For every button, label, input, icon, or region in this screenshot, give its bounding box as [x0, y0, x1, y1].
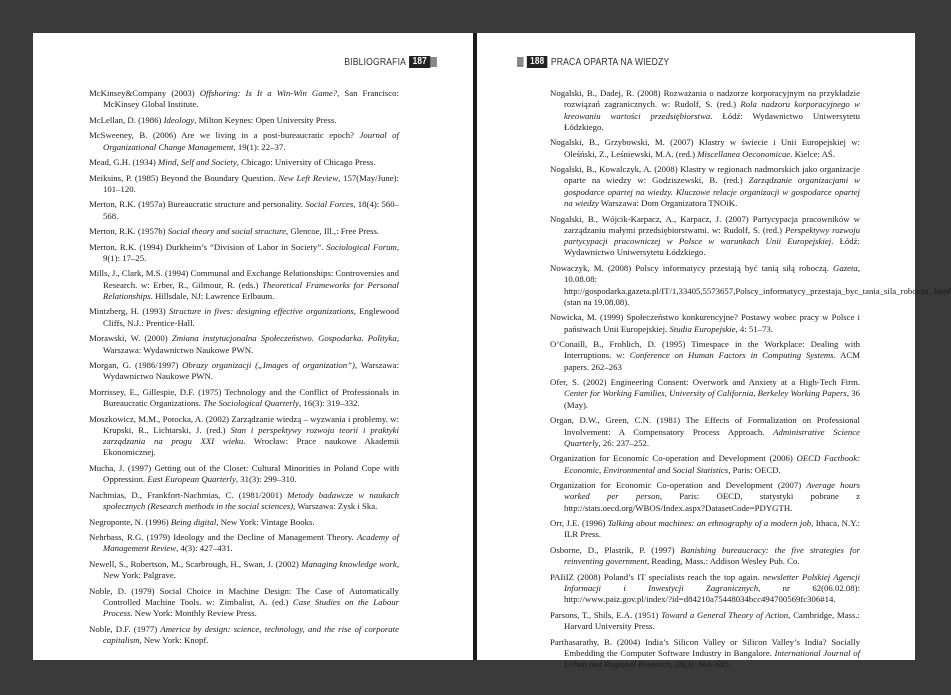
entry-text: Parsons, T., Shils, E.A. (1951) — [550, 609, 662, 620]
bibliography-entry — [89, 517, 399, 528]
entry-text: , 36 (May). — [564, 388, 861, 410]
bibliography-entry — [89, 268, 399, 302]
bibliography-entry — [89, 333, 399, 356]
entry-text: O’Conaill, B., Frohlich, D. (1995) Timespace in the Workplace: Dealing with Interruptions. w: — [550, 339, 860, 361]
entry-title-italic: Structure in fives: designing effective organizations — [168, 306, 354, 317]
entry-text: . Kielce: AŚ. — [790, 148, 835, 159]
bibliography-entry — [550, 377, 860, 411]
entry-title-italic: Being digital — [170, 516, 217, 527]
left-page — [33, 33, 473, 660]
bibliography-entry — [550, 88, 860, 133]
entry-text: Orr, J.E. (1996) — [550, 518, 608, 529]
bibliography-entry — [89, 226, 399, 237]
bibliography-entry — [89, 559, 399, 582]
entry-text: Noble, D.F. (1977) — [89, 623, 161, 634]
entry-text: Merton, R.K. (1957b) — [89, 226, 168, 237]
entry-text: , Chicago: University of Chicago Press. — [236, 157, 376, 168]
bibliography-entry — [89, 414, 399, 459]
bibliography-entry — [89, 532, 399, 555]
bibliography-entry — [89, 173, 399, 196]
entry-title-italic: Case Studies on the Labour Process — [103, 596, 399, 619]
bibliography-entry — [89, 306, 399, 329]
entry-text: Parthasarathy, B. (2004) India’s Silicon Valley or Silicon Valley’s India? Socially Embedding the Computer Software Industry in Bangalore. — [550, 636, 860, 658]
bibliography-list — [89, 88, 399, 650]
entry-title-italic: Social theory and social structure — [167, 226, 287, 237]
entry-text: McLellan, D. (1986) — [89, 114, 164, 125]
entry-text: , San Francisco: McKinsey Global Institute. — [103, 88, 399, 110]
entry-text: Mucha, J. (1997) Getting out of the Closet: Cultural Minorities in Poland Cope with Oppression. — [89, 462, 399, 485]
entry-text: . New York: Monthly Review Press. — [130, 608, 257, 619]
bibliography-entry — [550, 453, 860, 476]
entry-text: PAIiIZ (2008) Poland’s IT specialists reach the top again. — [550, 571, 763, 582]
entry-title-italic: The Sociological Quarterly — [203, 398, 299, 409]
entry-title-italic: Zarządzanie organizacjami w gospodarce opartej na wiedzy. Kluczowe relacje organizacji w gospodarce opartej na wiedzy — [564, 175, 861, 209]
entry-text: Nogalski, B., Grzybowski, M. (2007) Klastry w świecie i Unii Europejskiej w: Oleśński, Z., Leśniewski, M.A. (red.) — [550, 137, 860, 159]
entry-text: Organization for Economic Co-operation and Development (2006) — [550, 453, 797, 464]
running-header-title: BIBLIOGRAFIA — [344, 56, 407, 68]
entry-text: Osborne, D., Plastrik, P. (1997) — [550, 544, 681, 555]
bibliography-entry — [89, 624, 399, 647]
entry-title-italic: International Journal of Urban and Regional Research — [564, 647, 861, 670]
entry-text: . Wrocław: Prace naukowe Akademii Ekonomicznej. — [103, 436, 399, 458]
entry-title-italic: Metody badawcze w naukach społecznych (Research methods in the social sciences) — [103, 489, 399, 512]
bibliography-entry — [550, 637, 860, 671]
entry-text: Newell, S., Robertson, M., Scarbrough, H., Swan, J. (2002) — [89, 558, 302, 569]
bibliography-entry — [550, 610, 860, 633]
entry-title-italic: Toward a General Theory of Action — [661, 609, 789, 620]
entry-text: , Paris: OECD, statystyki pobrane z http://stats.oecd.org/WBOS/Index.aspx?DatasetCode=PDYGTH. — [564, 491, 861, 513]
entry-title-italic: Rola nadzoru korporacyjnego w kreowaniu wartości przedsiębiorstwa — [564, 99, 860, 121]
entry-text: Nogalski, B., Kowalczyk, A. (2008) Klastry w regionach nadmorskich jako organizacje oparte na wiedzy w: Godziszewski, B. (red.) — [550, 164, 860, 186]
header-bar-decoration — [517, 57, 524, 67]
entry-text: , 16(3): 319–332. — [298, 398, 360, 409]
entry-text: , Warszawa: Wydawnictwo Naukowe PWN. — [103, 360, 399, 382]
bibliography-entry — [550, 137, 860, 160]
entry-text: , 9(1): 17–25. — [103, 241, 400, 263]
entry-text: Nowaczyk, M. (2008) Polscy informatycy przestają być tanią siłą roboczą. — [550, 262, 834, 273]
entry-text: Morgan, G. (1986/1997) — [89, 360, 183, 370]
entry-text: Nogalski, B., Dadej, R. (2008) Rozważania o nadzorze korporacyjnym na przykładzie rozwiązań zagranicznych. w: Rudolf, S. (red.) — [550, 88, 860, 110]
entry-title-italic: East European Quarterly — [147, 474, 236, 485]
entry-text: . Łódź: Wydawnictwo Uniwersytetu Łódzkiego. — [564, 110, 860, 132]
bibliography-entry — [89, 360, 399, 383]
entry-text: McKinsey&Company (2003) — [89, 88, 200, 98]
entry-text: , New York: Knopf. — [139, 634, 209, 645]
entry-text: , 18(4): 560–568. — [103, 199, 399, 221]
entry-title-italic: Banishing bureaucracy: the five strategies for reinventing government — [564, 544, 860, 567]
entry-title-italic: Gazeta — [833, 262, 858, 273]
entry-text: , 26: 237–252. — [598, 437, 650, 448]
bibliography-entry — [89, 88, 399, 111]
entry-text: , nr 62(06.02.08): http://www.paiz.gov.pl/index/?id=d84210a75448034bcc494700569fc306#14. — [564, 583, 860, 605]
entry-text: Mills, J., Clark, M.S. (1994) Communal and Exchange Relationships: Controversies and Research. w: Erber, R., Gilmour, R. (eds.) — [89, 268, 399, 290]
entry-text: , 31(3): 299–310. — [235, 474, 297, 485]
entry-text: , Cambridge, Mass.: Harvard University Press. — [564, 609, 860, 632]
entry-text: , 28(3): 664–685. — [670, 659, 732, 670]
bibliography-entry — [89, 387, 399, 410]
entry-text: , New York: Vintage Books. — [216, 516, 315, 527]
entry-title-italic: Center for Working Families, University of California, Berkeley Working Papers — [564, 388, 847, 399]
bibliography-entry — [89, 157, 399, 168]
entry-text: , New York: Palgrave. — [103, 558, 400, 581]
entry-text: Nehrbass, R.G. (1979) Ideology and the Decline of Management Theory. — [89, 531, 357, 542]
bibliography-entry — [550, 572, 860, 606]
entry-title-italic: Miscellanea Oeconomicae — [697, 148, 791, 159]
bibliography-entry — [550, 312, 860, 335]
bibliography-entry — [89, 490, 399, 513]
entry-text: Morrissey, E., Gillespie, D.F. (1975) Technology and the Conflict of Professionals in Bureaucratic Organizations. — [89, 386, 399, 409]
entry-text: Negroponte, N. (1996) — [89, 516, 171, 527]
bibliography-entry — [89, 586, 399, 620]
entry-title-italic: Journal of Organizational Change Management — [103, 130, 399, 152]
entry-title-italic: Mind, Self and Society — [158, 157, 237, 168]
entry-title-italic: Conference on Human Factors in Computing Systems — [629, 350, 834, 361]
entry-text: . Hillsdale, NJ: Lawrence Erlbaum. — [150, 290, 275, 301]
entry-text: , 4: 51–73. — [735, 323, 773, 334]
entry-text: Mintzberg, H. (1993) — [89, 306, 169, 317]
entry-title-italic: Administrative Science Quarterly — [564, 426, 860, 448]
entry-text: Noble, D. (1979) Social Choice in Machine Design: The Case of Automatically Controlled Machine Tools. w: Zimbalist, A. (ed.) — [89, 585, 399, 607]
running-header-left — [341, 55, 437, 69]
entry-text: McSweeney, B. (2006) Are we living in a post-bureaucratic epoch? — [89, 130, 360, 141]
bibliography-entry — [550, 415, 860, 449]
entry-title-italic: OECD Factbook: Economic, Environmental and Social Statistics — [564, 453, 860, 475]
bibliography-entry — [89, 115, 399, 126]
entry-title-italic: Zmiana instytucjonalna Społeczeństwo. Gospodarka. Polityka — [171, 333, 397, 344]
running-header-title: PRACA OPARTA NA WIEDZY — [550, 56, 670, 68]
entry-title-italic: Stan i perspektywy rozwoju teorii i praktyki zarządzania na progu XXI wieku — [103, 424, 399, 447]
entry-text: , Englewood Cliffs, N.J.: Prentice-Hall. — [103, 306, 400, 328]
entry-text: Nogalski, B., Wójcik-Karpacz, A., Karpacz, J. (2007) Partycypacja pracowników w zarządzaniu małymi przedsiębiorstwami. w: Rudolf, S. (red.) — [550, 213, 860, 235]
bibliography-entry — [550, 262, 951, 308]
entry-title-italic: America by design: science, technology, and the rise of corporate capitalism — [103, 623, 399, 645]
page-number-badge: 188 — [527, 56, 548, 68]
entry-text: , 10.08.08: http://gospodarka.gazeta.pl/IT/1,33405,5573657,Polscy_informatycy_przestaja_byc_tania_sila_robocza_.html (stan na 19.08.08). — [564, 262, 951, 307]
running-header-right — [517, 55, 673, 69]
entry-title-italic: Studia Europejskie — [669, 323, 736, 334]
entry-title-italic: newsletter Polskiej Agencji Informacji i Inwestycji Zagranicznych — [564, 571, 861, 594]
entry-text: , Reading, Mass.: Addison Wesley Pub. Co. — [647, 556, 800, 567]
right-page — [477, 33, 951, 670]
entry-text: , Warszawa: Wydawnictwo Naukowe PWN. — [103, 333, 399, 355]
bibliography-entry — [89, 199, 399, 222]
bibliography-entry — [550, 480, 860, 514]
entry-text: , Glencoe, Ill.,: Free Press. — [286, 226, 380, 237]
entry-title-italic: Managing knowledge work — [301, 558, 397, 569]
entry-text: , Paris: OECD. — [728, 464, 781, 475]
page-number-badge: 187 — [410, 56, 431, 68]
entry-text: Mead, G.H. (1934) — [89, 157, 159, 168]
bibliography-entry — [550, 164, 860, 209]
entry-title-italic: Theoretical Frameworks for Personal Relationships — [103, 279, 399, 301]
bibliography-entry — [550, 545, 860, 568]
entry-title-italic: Sociological Forum — [326, 241, 397, 252]
bibliography-entry — [550, 518, 860, 541]
header-bar-decoration — [430, 57, 437, 67]
entry-text: Merton, R.K. (1957a) Bureaucratic structure and personality. — [89, 199, 306, 210]
bibliography-entry — [89, 463, 399, 486]
entry-text: , Ithaca, N.Y.: ILR Press. — [564, 518, 861, 540]
entry-text: , 19(1): 22–37. — [233, 141, 286, 152]
entry-text: Morawski, W. (2000) — [89, 333, 172, 344]
entry-text: Nowicka, M. (1999) Społeczeństwo konkurencyjne? Postawy wobec pracy w Polsce i państwach Unii Europejskiej. — [550, 312, 860, 334]
entry-text: , Warszawa: Zysk i Ska. — [293, 501, 378, 512]
bibliography-list — [550, 88, 951, 675]
entry-text: Organization for Economic Co-operation and Development (2007) — [550, 480, 807, 491]
entry-text: . ACM papers. 262–263 — [564, 350, 861, 372]
entry-text: Warszawa: Dom Organizatora TNOiK. — [598, 198, 738, 209]
entry-title-italic: Talking about machines: an ethnography of a modern job — [607, 518, 812, 529]
entry-text: Merton, R.K. (1994) Durkheim’s “Division of Labor in Society”. — [89, 241, 327, 252]
entry-text: Organ, D.W., Green, C.N. (1981) The Effects of Formalization on Professional Involvement: A Compensatory Process Approach. — [550, 415, 860, 437]
bibliography-entry — [550, 214, 860, 259]
bibliography-entry — [89, 242, 399, 265]
entry-title-italic: Average hours worked per person — [564, 480, 860, 502]
entry-text: , Milton Keynes: Open University Press. — [194, 114, 337, 125]
bibliography-entry — [550, 339, 860, 373]
entry-text: Meiksins, P. (1985) Beyond the Boundary Question. — [89, 172, 279, 183]
bibliography-entry — [89, 130, 399, 153]
entry-text: Ofer, S. (2002) Engineering Consent: Overwork and Anxiety at a High-Tech Firm. — [550, 377, 860, 388]
entry-title-italic: Offshoring: Is It a Win-Win Game? — [199, 88, 338, 98]
entry-text: . Łódź: Wydawnictwo Uniwersytetu Łódzkiego. — [564, 236, 860, 258]
entry-title-italic: Perspektywy rozwoju partycypacji pracowniczej w Polsce w warunkach Unii Europejskiej — [564, 224, 861, 247]
entry-title-italic: Obrazy organizacji („Images of organization”) — [182, 360, 355, 370]
entry-text: Nachmias, D., Frankfort-Nachmias, C. (1981/2001) — [89, 489, 288, 500]
entry-title-italic: Ideology — [163, 114, 195, 125]
entry-text: Moszkowicz, M.M., Potocka, A. (2002) Zarządzanie wiedzą – wyzwania i problemy. w: Krupski, R., Lichtarski, J. (red.) — [89, 413, 399, 435]
entry-title-italic: Academy of Management Review — [103, 531, 400, 554]
entry-title-italic: Social Forces — [305, 199, 354, 210]
entry-text: , 4(3): 427–431. — [176, 543, 233, 554]
entry-text: , 157(May/June): 101–120. — [103, 172, 399, 194]
entry-title-italic: New Left Review — [278, 172, 339, 183]
